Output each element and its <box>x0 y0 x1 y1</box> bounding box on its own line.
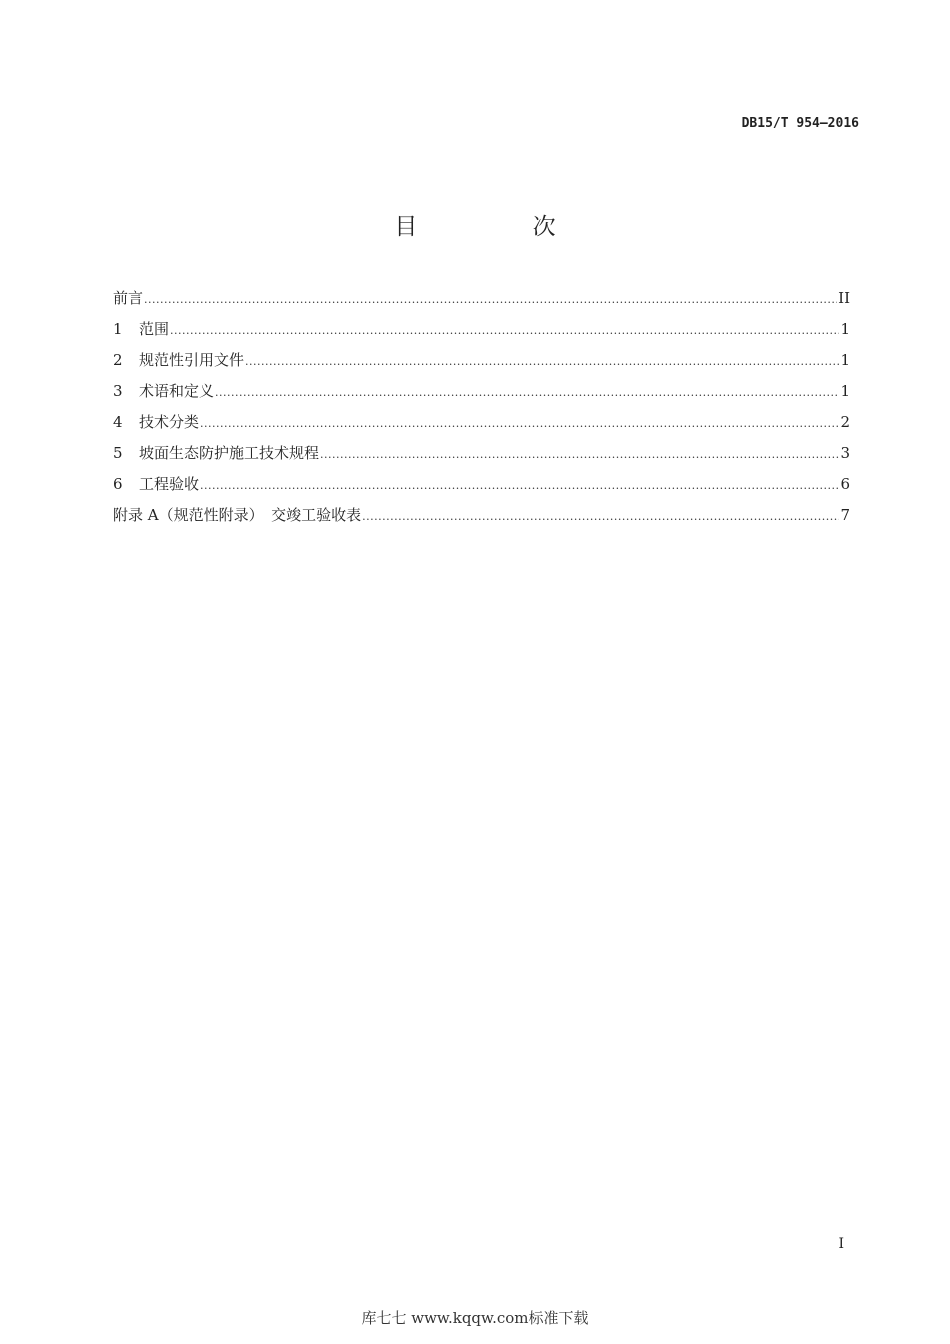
toc-number: 5 <box>113 444 123 462</box>
toc-page: 1 <box>840 382 850 400</box>
toc-label: 范围 <box>139 320 170 338</box>
table-of-contents <box>113 287 850 535</box>
toc-page: 1 <box>840 320 850 338</box>
toc-leader-dots <box>200 475 839 497</box>
toc-number: 6 <box>113 475 123 493</box>
toc-leader-dots <box>200 413 839 435</box>
toc-leader-dots <box>170 320 839 342</box>
toc-leader-dots <box>245 351 839 373</box>
toc-label: 坡面生态防护施工技术规程 <box>139 444 320 462</box>
toc-page: 7 <box>840 506 850 524</box>
toc-entry-foreword[interactable] <box>113 287 850 318</box>
toc-entry[interactable] <box>113 442 850 473</box>
toc-label: 前言 <box>113 289 144 307</box>
toc-entry[interactable] <box>113 380 850 411</box>
toc-page: 2 <box>840 413 850 431</box>
toc-label: 技术分类 <box>139 413 200 431</box>
toc-label: 规范性引用文件 <box>139 351 245 369</box>
toc-page: 3 <box>840 444 850 462</box>
standard-number: DB15/T 954—2016 <box>741 116 859 131</box>
footer-watermark: 库七七 www.kqqw.com标准下载 <box>361 1309 589 1327</box>
toc-entry[interactable] <box>113 411 850 442</box>
toc-entry-appendix-a[interactable] <box>113 504 850 535</box>
toc-number: 2 <box>113 351 123 369</box>
toc-page: II <box>838 289 850 307</box>
toc-entry[interactable] <box>113 349 850 380</box>
toc-entry[interactable] <box>113 318 850 349</box>
toc-label: 术语和定义 <box>139 382 215 400</box>
toc-label: 工程验收 <box>139 475 200 493</box>
toc-leader-dots <box>144 289 837 311</box>
toc-page: 6 <box>840 475 850 493</box>
toc-number: 3 <box>113 382 123 400</box>
toc-number: 4 <box>113 413 123 431</box>
page-title: 目 次 <box>394 214 610 240</box>
toc-label: 附录 A（规范性附录） 交竣工验收表 <box>113 506 362 524</box>
toc-leader-dots <box>215 382 839 404</box>
toc-page: 1 <box>840 351 850 369</box>
toc-entry[interactable] <box>113 473 850 504</box>
toc-leader-dots <box>362 506 839 528</box>
toc-number: 1 <box>113 320 123 338</box>
toc-leader-dots <box>320 444 839 466</box>
page-number: I <box>838 1236 844 1252</box>
